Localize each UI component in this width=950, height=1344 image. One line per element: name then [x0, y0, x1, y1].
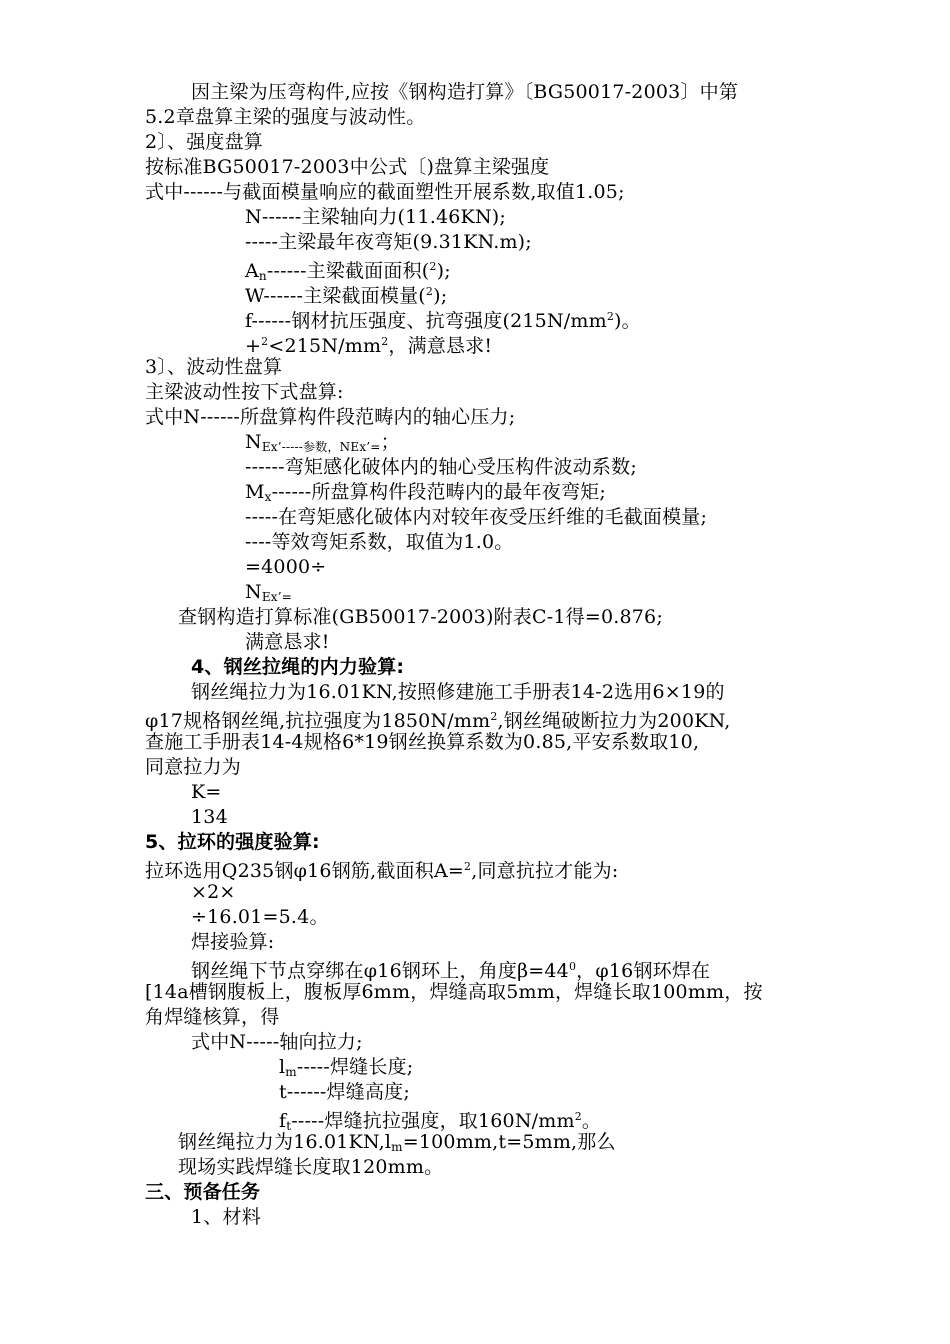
text: ，满意恳求!	[388, 335, 493, 357]
text-line: 式中------与截面模量响应的截面塑性开展系数,取值1.05;	[145, 181, 625, 203]
superscript: 2	[425, 285, 434, 298]
subscript: Ex	[261, 590, 278, 604]
text: ------主梁截面面积(	[266, 260, 430, 282]
symbol: A	[245, 260, 259, 282]
text: );	[436, 260, 451, 282]
text-line: N------主梁轴向力(11.46KN);	[245, 206, 506, 228]
text-line: =4000÷	[245, 556, 327, 578]
text: ，φ16钢环焊在	[576, 960, 711, 982]
text-line: t------焊缝高度;	[279, 1081, 410, 1103]
superscript: 2	[606, 310, 615, 323]
text: W------主梁截面模量(	[245, 285, 426, 307]
text-line: 同意拉力为	[145, 756, 242, 778]
text: +	[245, 335, 262, 357]
text-line: 查施工手册表14-4规格6*19钢丝换算系数为0.85,平安系数取10,	[145, 731, 700, 753]
subscript: m	[391, 1140, 403, 1154]
symbol: l	[279, 1056, 286, 1078]
text: ------所盘算构件段范畴内的最年夜弯矩;	[271, 481, 606, 503]
text-line	[245, 330, 492, 358]
text-line: 现场实践焊缝长度取120mm。	[178, 1156, 444, 1178]
text-line	[145, 705, 731, 733]
superscript: 2	[464, 860, 472, 873]
text-line: K=	[191, 781, 222, 803]
subscript: Ex	[261, 440, 278, 454]
superscript: 2	[429, 260, 437, 273]
text-line	[145, 855, 618, 883]
text-line	[191, 955, 710, 983]
section-heading: 5、拉环的强度验算:	[145, 831, 320, 853]
text-line: 主梁波动性按下式盘算:	[145, 381, 344, 403]
text-line: ×2×	[191, 881, 236, 903]
superscript: 2	[261, 335, 269, 348]
text: ,同意抗拉才能为:	[471, 860, 619, 882]
subscript: m	[285, 1065, 297, 1079]
superscript: 2	[490, 710, 498, 723]
text: φ17规格钢丝绳,抗拉强度为1850N/mm	[145, 710, 491, 732]
text: 钢丝绳下节点穿绑在φ16钢环上，角度β=44	[191, 960, 569, 982]
subscript: Ex	[350, 440, 367, 454]
superscript: 2	[574, 1110, 582, 1123]
section-heading: 3〕、波动性盘算	[145, 356, 283, 378]
text: -----焊缝抗拉强度，取160N/mm	[291, 1110, 575, 1132]
text-line: 满意恳求!	[245, 631, 330, 653]
text: ；	[380, 431, 400, 453]
text-line: ------弯矩感化破体内的轴心受压构件波动系数;	[245, 456, 637, 478]
text: ’=	[366, 440, 381, 454]
symbol: M	[245, 481, 265, 503]
text-line: 因主梁为压弯构件,应按《钢构造打算》〔BG50017-2003〕中第	[191, 81, 739, 103]
text: 。	[581, 1110, 602, 1132]
subscript: x	[264, 490, 272, 504]
section-heading: 三、预备任务	[145, 1181, 261, 1203]
text: <215N/mm	[268, 335, 382, 357]
text: ’-----参数，N	[277, 440, 351, 454]
text: 拉环选用Q235钢φ16钢筋,截面积A=	[145, 860, 465, 882]
text-line: 1、材料	[191, 1206, 261, 1228]
text: )。	[614, 310, 641, 332]
text: );	[433, 285, 448, 307]
text-line: 角焊缝核算，得	[145, 1006, 280, 1028]
text-line	[245, 305, 641, 333]
text-line: ----等效弯矩系数，取值为1.0。	[245, 531, 514, 553]
text-line: 查钢构造打算标准(GB50017-2003)附表C-1得=0.876;	[178, 606, 663, 628]
section-heading: 2〕、强度盘算	[145, 131, 263, 153]
text-line: 按标准BG50017-2003中公式〔)盘算主梁强度	[145, 156, 550, 178]
subscript: t	[286, 1119, 292, 1133]
text-line: 钢丝绳拉力为16.01KN,按照修建施工手册表14-2选用6×19的	[191, 681, 725, 703]
subscript: n	[258, 269, 267, 283]
text-line	[245, 280, 447, 308]
symbol: N	[245, 581, 262, 603]
text: -----焊缝长度;	[296, 1056, 414, 1078]
superscript: 2	[381, 335, 389, 348]
text-line: 134	[191, 806, 228, 828]
symbol: f	[279, 1110, 287, 1132]
text-line: ÷16.01=5.4。	[191, 906, 329, 928]
text-line: 焊接验算:	[191, 931, 275, 953]
text-line: 式中N-----轴向拉力;	[191, 1031, 363, 1053]
text: ’=	[277, 590, 293, 604]
text-line: -----在弯矩感化破体内对较年夜受压纤维的毛截面模量;	[245, 506, 708, 528]
text: f------钢材抗压强度、抗弯强度(215N/mm	[245, 310, 607, 332]
text-line: 式中N------所盘算构件段范畴内的轴心压力;	[145, 406, 516, 428]
symbol: N	[245, 431, 262, 453]
section-heading: 4、钢丝拉绳的内力验算:	[191, 656, 405, 678]
text: 钢丝绳拉力为16.01KN,l	[178, 1131, 392, 1153]
text-line: [14a槽钢腹板上，腹板厚6mm，焊缝高取5mm，焊缝长取100mm，按	[145, 981, 763, 1003]
text: =100mm,t=5mm,那么	[402, 1131, 616, 1153]
text: ,钢丝绳破断拉力为200KN,	[497, 710, 731, 732]
text-line: -----主梁最年夜弯矩(9.31KN.m);	[245, 231, 532, 253]
text-line: 5.2章盘算主梁的强度与波动性。	[145, 106, 426, 128]
superscript: 0	[568, 960, 577, 973]
